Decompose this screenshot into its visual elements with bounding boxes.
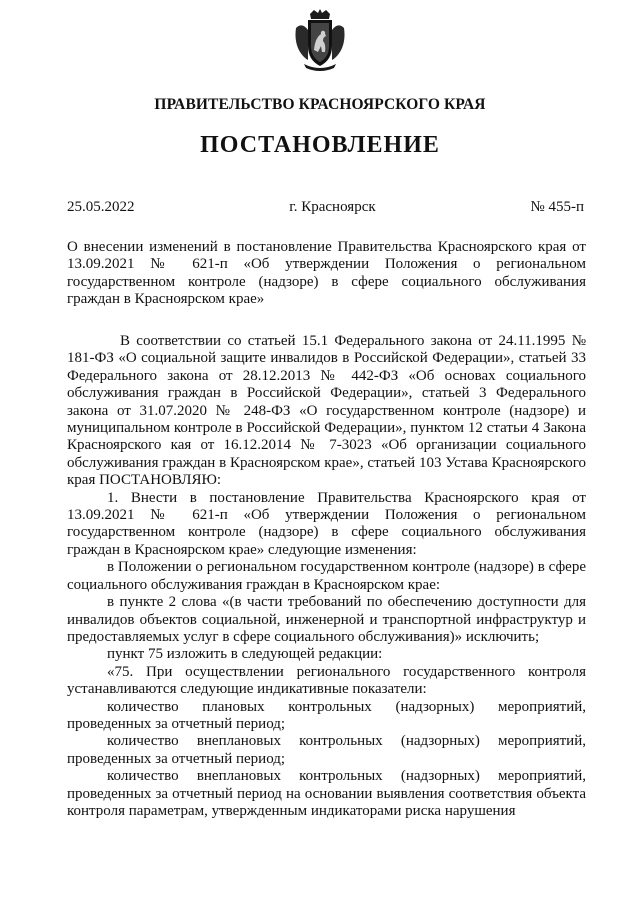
coat-of-arms-icon xyxy=(292,8,348,72)
document-date: 25.05.2022 xyxy=(67,199,135,215)
body-paragraph: пункт 75 изложить в следующей редакции: xyxy=(107,646,383,663)
document-number: № 455-п xyxy=(530,199,584,215)
body-paragraph: «75. При осуществлении регионального государственного контроля устанавливаются следующие индикативные показатели: xyxy=(67,663,586,698)
document-subject: О внесении изменений в постановление Правительства Красноярского края от 13.09.2021 № 621-п «Об утверждении Положения о региональном государственном контроле (надзоре) в сфере социального обслуживания граждан в Красноярском крае» xyxy=(67,239,586,308)
organization-title: ПРАВИТЕЛЬСТВО КРАСНОЯРСКОГО КРАЯ xyxy=(154,96,486,113)
body-paragraph: количество внеплановых контрольных (надзорных) мероприятий, проведенных за отчетный период на основании выявления соответствия объекта контроля параметрам, утвержденным индикаторами риска нарушения xyxy=(67,768,586,819)
document-meta-row xyxy=(67,199,584,216)
body-paragraph: в Положении о региональном государственном контроле (надзоре) в сфере социального обслуживания граждан в Красноярском крае: xyxy=(67,559,586,593)
body-paragraph: количество внеплановых контрольных (надзорных) мероприятий, проведенных за отчетный период; xyxy=(67,733,586,767)
document-city: г. Красноярск xyxy=(289,199,376,215)
document-body xyxy=(67,333,586,820)
body-paragraph: количество плановых контрольных (надзорных) мероприятий, проведенных за отчетный период; xyxy=(67,698,586,732)
body-paragraph: В соответствии со статьей 15.1 Федерального закона от 24.11.1995 № 181-ФЗ «О социальной защите инвалидов в Российской Федерации», статьей 33 Федерального закона от 28.12.2013 № 442-ФЗ «Об основах социального обслуживания граждан в Российской Федерации», статьей 3 Федерального закона от 31.07.2020 № 248-ФЗ «О государственном контроле (надзоре) и муниципальном контроле в Российской Федерации», пунктом 12 статьи 4 Закона Красноярского кая от 16.12.2014 № 7-3023 «Об организации социального обслуживания граждан в Красноярском крае», статьей 103 Устава Красноярского края ПОСТАНОВЛЯЮ: xyxy=(67,333,586,489)
body-paragraph: в пункте 2 слова «(в части требований по обеспечению доступности для инвалидов объектов социальной, инженерной и транспортной инфраструктур и предоставляемых услуг в сфере социального обслуживания)» исключить; xyxy=(67,594,586,645)
document-type-title: ПОСТАНОВЛЕНИЕ xyxy=(200,132,440,158)
body-paragraph: 1. Внести в постановление Правительства Красноярского края от 13.09.2021 № 621-п «Об утверждении Положения о региональном государственном контроле (надзоре) в сфере социального обслуживания граждан в Красноярском крае» следующие изменения: xyxy=(67,489,586,558)
